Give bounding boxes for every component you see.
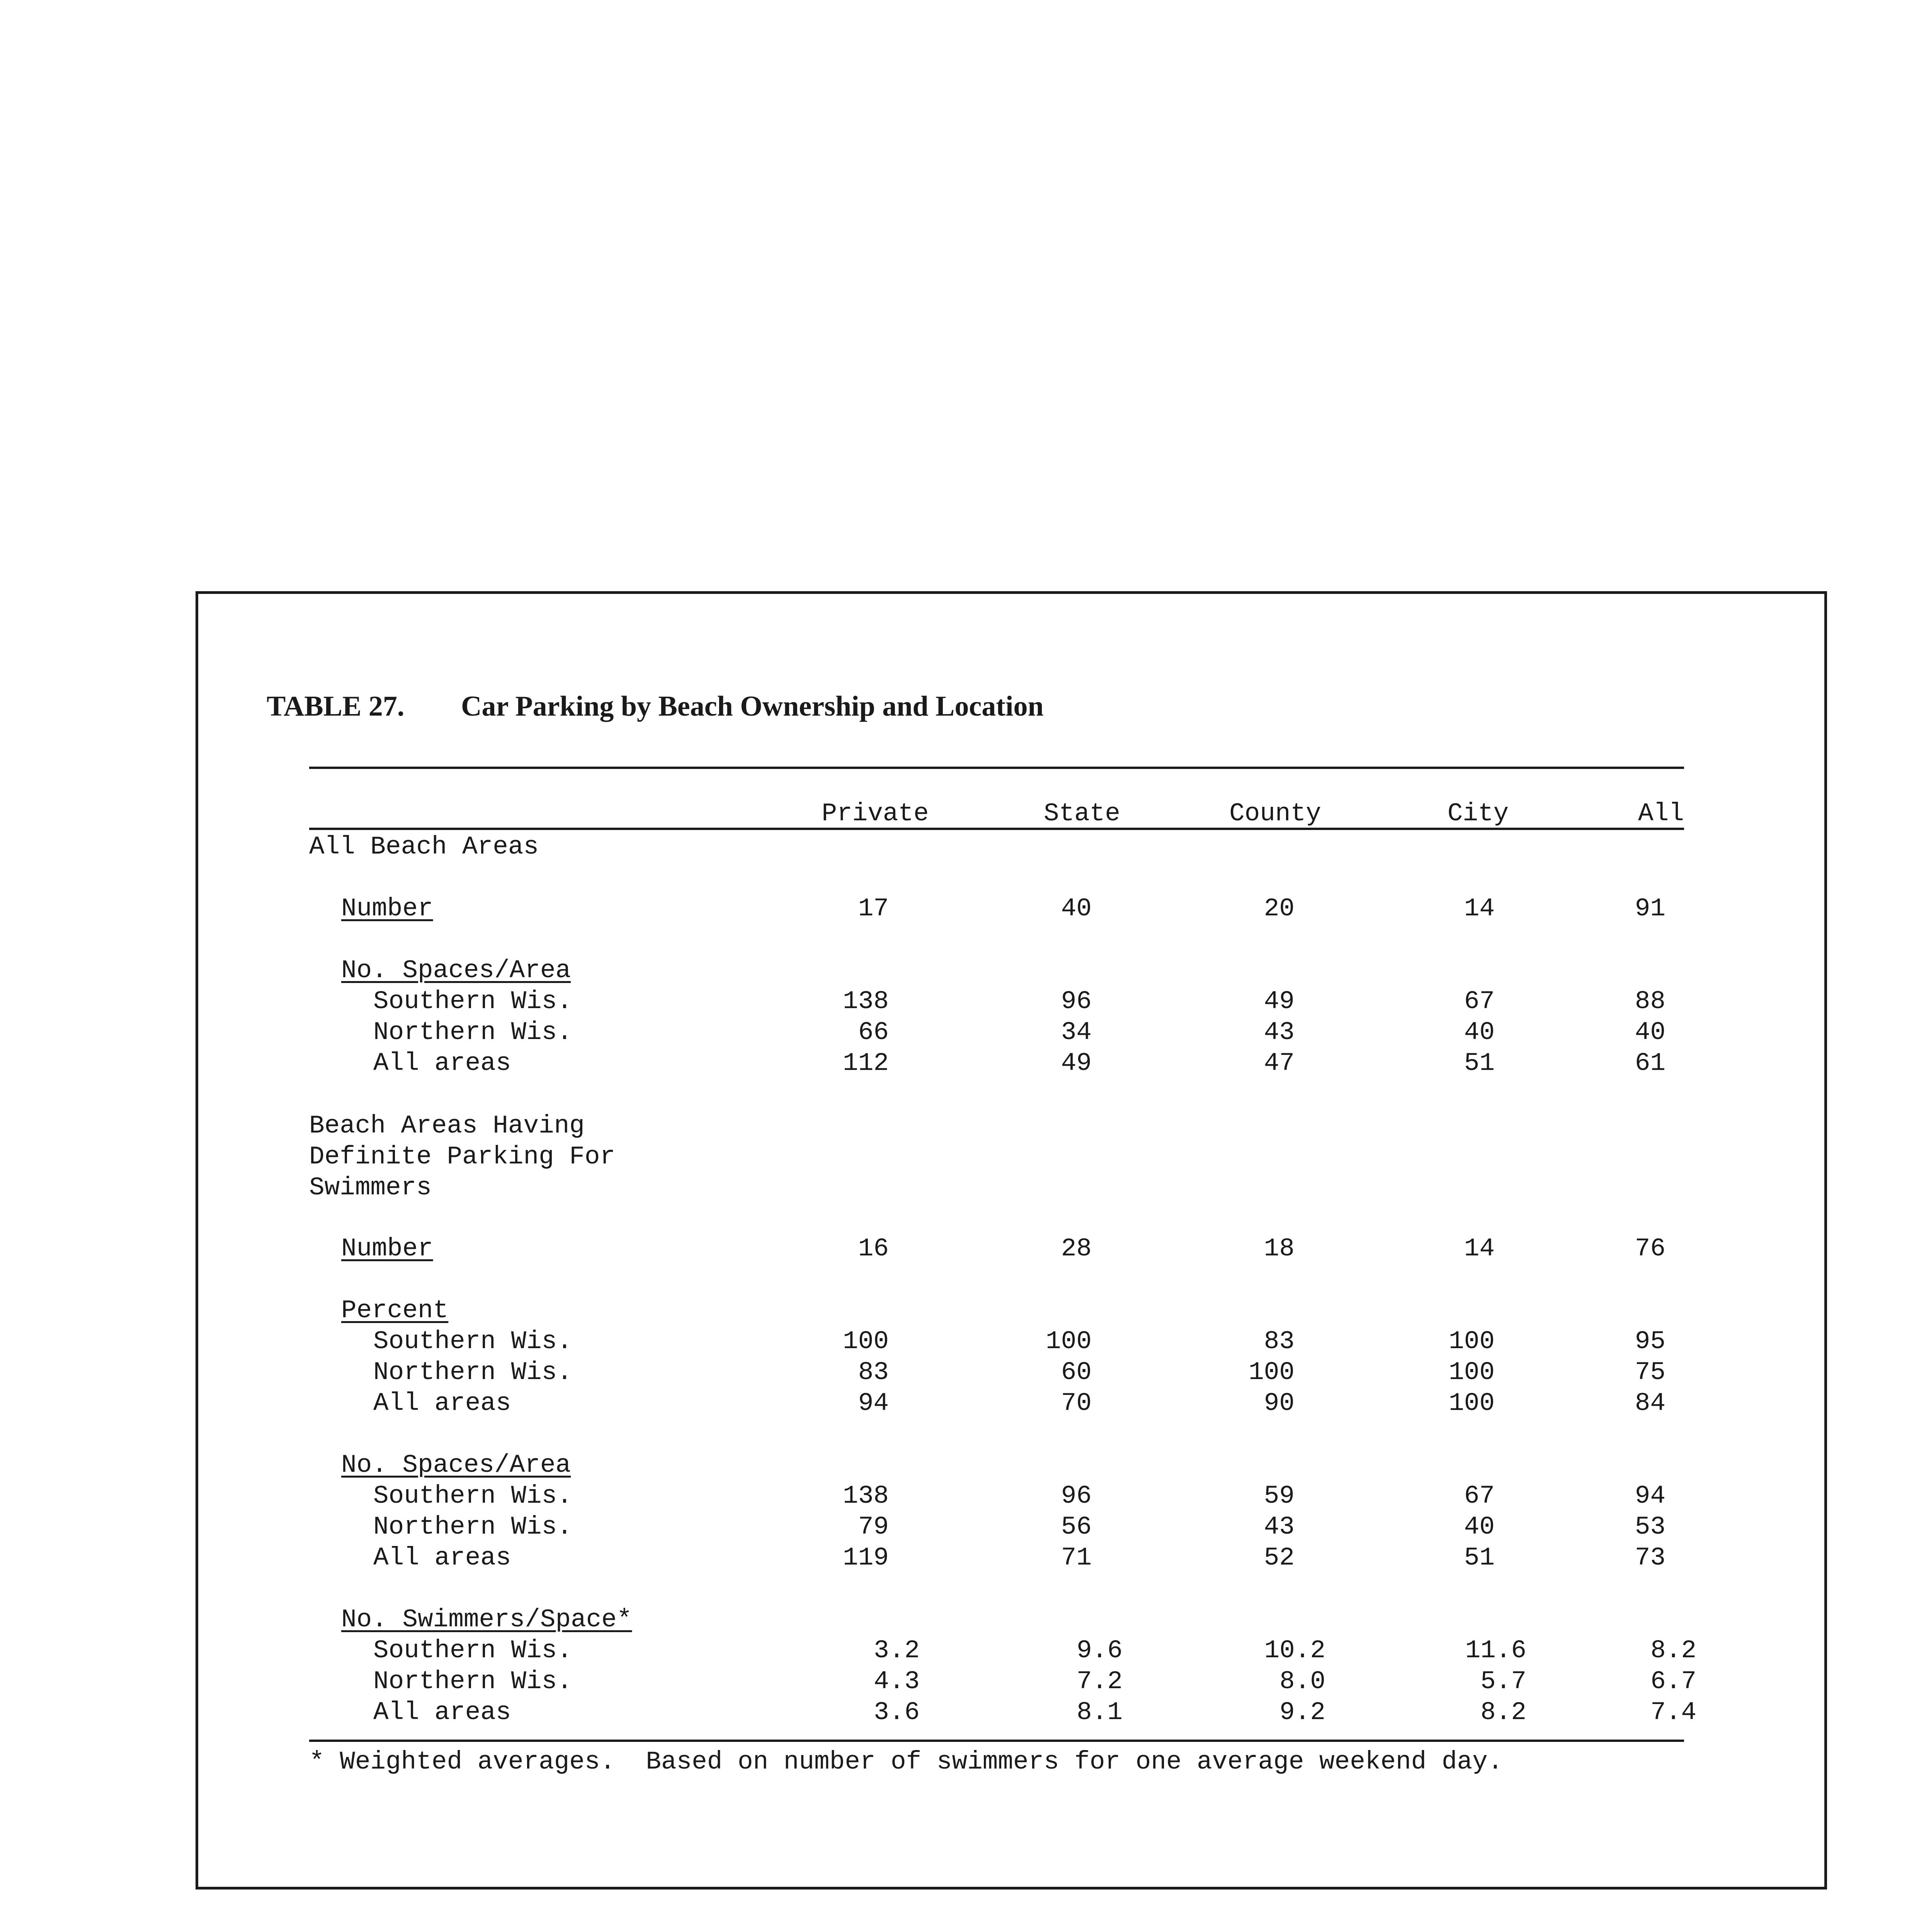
table-row: [0, 894, 1919, 925]
table-cell: 71: [1061, 1543, 1092, 1572]
table-cell: 138: [843, 1481, 889, 1510]
table-cell: 43: [1264, 1018, 1295, 1047]
table-cell: 61: [1635, 1049, 1666, 1078]
table-cell: 49: [1264, 987, 1295, 1016]
table-cell: 9.2: [1279, 1698, 1325, 1727]
table-row: [0, 1049, 1919, 1080]
table-cell: 67: [1464, 1481, 1495, 1510]
row-label: Northern Wis.: [373, 1667, 572, 1696]
table-cell: 34: [1061, 1018, 1092, 1047]
table-title: [267, 690, 1044, 723]
table-cell: 40: [1464, 1018, 1495, 1047]
table-cell: 8.0: [1279, 1667, 1325, 1696]
table-cell: 100: [1449, 1389, 1495, 1418]
table-number: TABLE 27.: [267, 690, 405, 722]
table-cell: 60: [1061, 1358, 1092, 1387]
column-header-all: All: [1638, 799, 1684, 828]
table-cell: 7.2: [1077, 1667, 1123, 1696]
table-row: [0, 1389, 1919, 1420]
row-label: All areas: [373, 1049, 511, 1078]
table-cell: 100: [1449, 1358, 1495, 1387]
row-label: Number: [341, 894, 433, 923]
group-label-swimmers: No. Swimmers/Space*: [341, 1605, 632, 1634]
column-header-city: City: [1447, 799, 1509, 828]
table-cell: 95: [1635, 1327, 1666, 1356]
table-cell: 14: [1464, 1234, 1495, 1263]
bottom-rule: [309, 1740, 1684, 1742]
table-cell: 51: [1464, 1543, 1495, 1572]
table-cell: 66: [858, 1018, 889, 1047]
table-cell: 96: [1061, 987, 1092, 1016]
table-cell: 112: [843, 1049, 889, 1078]
table-cell: 67: [1464, 987, 1495, 1016]
table-row: [0, 1698, 1919, 1729]
table-cell: 56: [1061, 1512, 1092, 1541]
table-cell: 7.4: [1650, 1698, 1696, 1727]
table-cell: 100: [1046, 1327, 1092, 1356]
table-cell: 94: [1635, 1481, 1666, 1510]
table-cell: 28: [1061, 1234, 1092, 1263]
table-cell: 9.6: [1077, 1636, 1123, 1665]
table-cell: 18: [1264, 1234, 1295, 1263]
table-cell: 40: [1635, 1018, 1666, 1047]
table-cell: 40: [1464, 1512, 1495, 1541]
table-row: [0, 987, 1919, 1018]
table-cell: 84: [1635, 1389, 1666, 1418]
table-cell: 100: [1249, 1358, 1295, 1387]
table-row: [0, 1234, 1919, 1265]
row-label: Southern Wis.: [373, 987, 572, 1016]
table-cell: 59: [1264, 1481, 1295, 1510]
table-cell: 53: [1635, 1512, 1666, 1541]
table-cell: 51: [1464, 1049, 1495, 1078]
table-cell: 17: [858, 894, 889, 923]
table-cell: 75: [1635, 1358, 1666, 1387]
row-label: All areas: [373, 1543, 511, 1572]
table-cell: 100: [843, 1327, 889, 1356]
table-cell: 20: [1264, 894, 1295, 923]
table-cell: 11.6: [1465, 1636, 1526, 1665]
row-label: All areas: [373, 1389, 511, 1418]
table-cell: 3.2: [874, 1636, 920, 1665]
table-cell: 16: [858, 1234, 889, 1263]
column-header-private: Private: [822, 799, 929, 828]
table-cell: 43: [1264, 1512, 1295, 1541]
table-footnote: * Weighted averages. Based on number of swimmers for one average weekend day.: [309, 1747, 1503, 1776]
table-cell: 88: [1635, 987, 1666, 1016]
group-label-percent: Percent: [341, 1296, 449, 1325]
table-cell: 83: [1264, 1327, 1295, 1356]
table-cell: 6.7: [1650, 1667, 1696, 1696]
table-cell: 119: [843, 1543, 889, 1572]
table-row: [0, 1358, 1919, 1389]
row-label: Southern Wis.: [373, 1481, 572, 1510]
table-row: [0, 1636, 1919, 1667]
table-cell: 76: [1635, 1234, 1666, 1263]
table-cell: 73: [1635, 1543, 1666, 1572]
table-cell: 5.7: [1480, 1667, 1526, 1696]
top-rule: [309, 767, 1684, 769]
table-row: [0, 1327, 1919, 1358]
table-row: [0, 1512, 1919, 1543]
row-label: All areas: [373, 1698, 511, 1727]
column-header-state: State: [1043, 799, 1121, 828]
row-label: Northern Wis.: [373, 1358, 572, 1387]
table-row: [0, 1018, 1919, 1049]
table-cell: 10.2: [1264, 1636, 1325, 1665]
section-label-line: Definite Parking For: [309, 1142, 616, 1171]
table-cell: 70: [1061, 1389, 1092, 1418]
group-label-spaces: No. Spaces/Area: [341, 1451, 571, 1480]
table-cell: 4.3: [874, 1667, 920, 1696]
table-cell: 96: [1061, 1481, 1092, 1510]
table-cell: 100: [1449, 1327, 1495, 1356]
table-cell: 49: [1061, 1049, 1092, 1078]
table-cell: 47: [1264, 1049, 1295, 1078]
row-label: Southern Wis.: [373, 1327, 572, 1356]
table-cell: 8.1: [1077, 1698, 1123, 1727]
table-row: [0, 1667, 1919, 1698]
table-row: [0, 1543, 1919, 1574]
table-cell: 52: [1264, 1543, 1295, 1572]
table-cell: 83: [858, 1358, 889, 1387]
table-cell: 3.6: [874, 1698, 920, 1727]
section-label-line: Swimmers: [309, 1173, 432, 1202]
table-cell: 79: [858, 1512, 889, 1541]
row-label: Northern Wis.: [373, 1018, 572, 1047]
table-cell: 14: [1464, 894, 1495, 923]
row-label: Number: [341, 1234, 433, 1263]
table-caption: Car Parking by Beach Ownership and Location: [461, 690, 1044, 722]
table-row: [0, 1481, 1919, 1512]
table-cell: 40: [1061, 894, 1092, 923]
table-cell: 90: [1264, 1389, 1295, 1418]
table-cell: 8.2: [1480, 1698, 1526, 1727]
section-all-beach-areas: All Beach Areas: [309, 832, 539, 861]
table-cell: 138: [843, 987, 889, 1016]
table-cell: 94: [858, 1389, 889, 1418]
row-label: Northern Wis.: [373, 1512, 572, 1541]
column-header-county: County: [1229, 799, 1321, 828]
table-cell: 91: [1635, 894, 1666, 923]
group-label-spaces: No. Spaces/Area: [341, 956, 571, 985]
section-label-line: Beach Areas Having: [309, 1111, 585, 1140]
row-label: Southern Wis.: [373, 1636, 572, 1665]
table-cell: 8.2: [1650, 1636, 1696, 1665]
